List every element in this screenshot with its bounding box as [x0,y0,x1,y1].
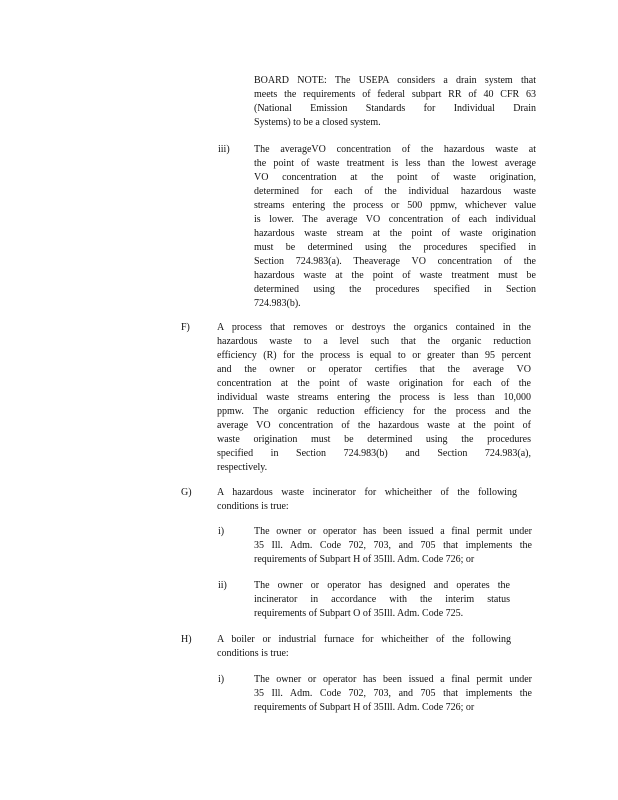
text-line: concentration at the point of waste origination for each of the [217,378,531,389]
text-line: conditions is true: [217,648,289,659]
item-marker: G) [181,487,192,498]
text-line: 35 Ill. Adm. Code 702, 703, and 705 that implements the [254,540,532,551]
text-line: A boiler or industrial furnace for whicheither of the following [217,634,511,645]
item-f-text [217,321,531,475]
text-line: hazardous waste at the point of waste treatment must be [254,270,536,281]
text-line: VO concentration at the point of waste origination, [254,172,536,183]
item-marker: H) [181,634,192,645]
text-line: A hazardous waste incinerator for whicheither of the following [217,487,517,498]
item-marker: F) [181,322,190,333]
text-line: respectively. [217,462,268,473]
text-line: conditions is true: [217,501,289,512]
text-line: streams entering the process or 500 ppmw, whichever value [254,200,536,211]
text-line: requirements of Subpart H of 35Ill. Adm. Code 726; or [254,702,475,713]
text-line: Section 724.983(a). Theaverage VO concentration of the [254,256,536,267]
text-line: individual waste streams entering the process is less than 10,000 [217,392,531,403]
item-h-i-text [254,673,532,715]
item-marker: i) [218,526,225,537]
text-line: meets the requirements of federal subpart RR of 40 CFR 63 [254,89,536,100]
board-note [254,74,536,130]
item-marker: iii) [218,144,230,155]
item-g-ii-text [254,579,510,621]
item-h-text [217,633,511,661]
text-line: 35 Ill. Adm. Code 702, 703, and 705 that implements the [254,688,532,699]
text-line: The owner or operator has been issued a final permit under [254,674,532,685]
text-line: The owner or operator has designed and operates the [254,580,510,591]
text-line: The averageVO concentration of the hazardous waste at [254,144,536,155]
text-line: requirements of Subpart O of 35Ill. Adm. Code 725. [254,608,464,619]
text-line: determined using the procedures specified in Section [254,284,536,295]
text-line: average VO concentration of the hazardous waste at the point of [217,420,531,431]
text-line: incinerator in accordance with the interim status [254,594,510,605]
item-g-text [217,486,517,514]
text-line: The owner or operator has been issued a final permit under [254,526,532,537]
text-line: waste origination must be determined using the procedures [217,434,531,445]
text-line: 724.983(b). [254,298,301,309]
text-line: (National Emission Standards for Individual Drain [254,103,536,114]
item-g-i-text [254,525,532,567]
item-marker: ii) [218,580,227,591]
item-iii-text [254,143,536,311]
text-line: Systems) to be a closed system. [254,117,381,128]
text-line: hazardous waste to a level such that the organic reduction [217,336,531,347]
text-line: A process that removes or destroys the organics contained in the [217,322,531,333]
text-line: is lower. The average VO concentration of each individual [254,214,536,225]
text-line: BOARD NOTE: The USEPA considers a drain system that [254,75,536,86]
text-line: efficiency (R) for the process is equal to or greater than 95 percent [217,350,531,361]
text-line: must be determined using the procedures specified in [254,242,536,253]
text-line: hazardous waste stream at the point of waste origination [254,228,536,239]
text-line: determined for each of the individual hazardous waste [254,186,536,197]
text-line: requirements of Subpart H of 35Ill. Adm. Code 726; or [254,554,475,565]
text-line: and the owner or operator certifies that the average VO [217,364,531,375]
text-line: ppmw. The organic reduction efficiency for the process and the [217,406,531,417]
text-line: specified in Section 724.983(b) and Section 724.983(a), [217,448,531,459]
text-line: the point of waste treatment is less than the lowest average [254,158,536,169]
item-marker: i) [218,674,225,685]
